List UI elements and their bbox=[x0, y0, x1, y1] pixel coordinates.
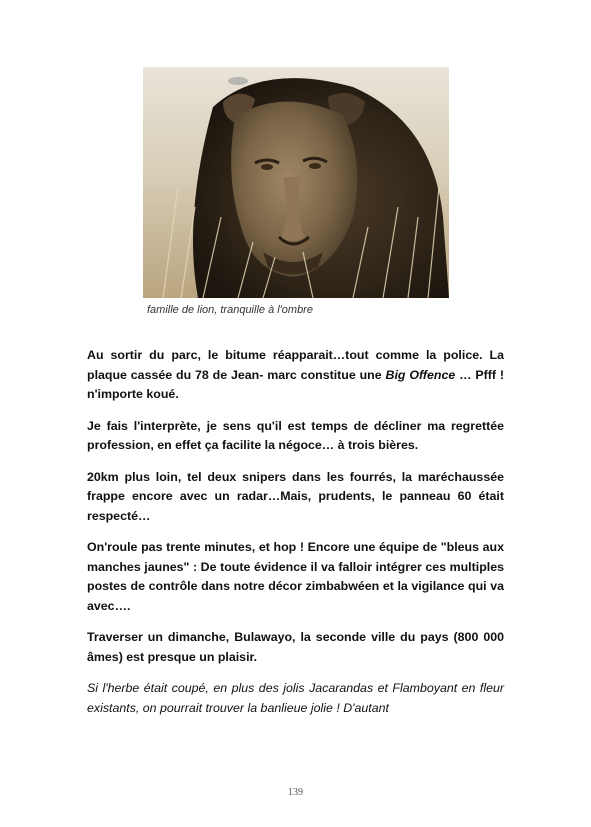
paragraph-1 bbox=[87, 346, 504, 405]
lion-illustration bbox=[143, 67, 449, 298]
paragraph-text-run: Si l'herbe était coupé, en plus des jolis Jacarandas et Flamboyant en fleur existants, on pourrait trouver la banlieue jolie ! D'autant bbox=[87, 681, 504, 715]
photo-caption: famille de lion, tranquille à l'ombre bbox=[147, 304, 313, 316]
paragraph-text-run: Au sortir du parc, le bitume réapparait…tout comme la police. La plaque cassée du 78 de Jean- marc constitue une bbox=[87, 348, 504, 382]
lion-photo bbox=[143, 67, 449, 298]
paragraph-text-run: … Pfff ! n'importe koué. bbox=[87, 367, 504, 401]
article-body bbox=[87, 346, 504, 730]
paragraph-text-run: Je fais l'interprète, je sens qu'il est temps de décliner ma regrettée profession, en effet ça facilite la négoce… à trois bières. bbox=[87, 418, 504, 452]
page-number: 139 bbox=[288, 787, 303, 798]
paragraph-3 bbox=[87, 468, 504, 527]
paragraph-5 bbox=[87, 628, 504, 667]
paragraph-2 bbox=[87, 417, 504, 456]
paragraph-text-run: Traverser un dimanche, Bulawayo, la seconde ville du pays (800 000 âmes) est presque un plaisir. bbox=[87, 630, 504, 664]
paragraph-text-run: 20km plus loin, tel deux snipers dans les fourrés, la maréchaussée frappe encore avec un radar…Mais, prudents, le panneau 60 était respecté… bbox=[87, 469, 504, 523]
paragraph-6 bbox=[87, 679, 504, 718]
paragraph-4 bbox=[87, 538, 504, 616]
paragraph-text-run: Big Offence bbox=[385, 367, 456, 382]
paragraph-text-run: On'roule pas trente minutes, et hop ! Encore une équipe de "bleus aux manches jaunes" : De toute évidence il va falloir intégrer ces multiples postes de contrôle dans notre décor zimbabwéen et la vigilance qui va avec…. bbox=[87, 540, 504, 613]
